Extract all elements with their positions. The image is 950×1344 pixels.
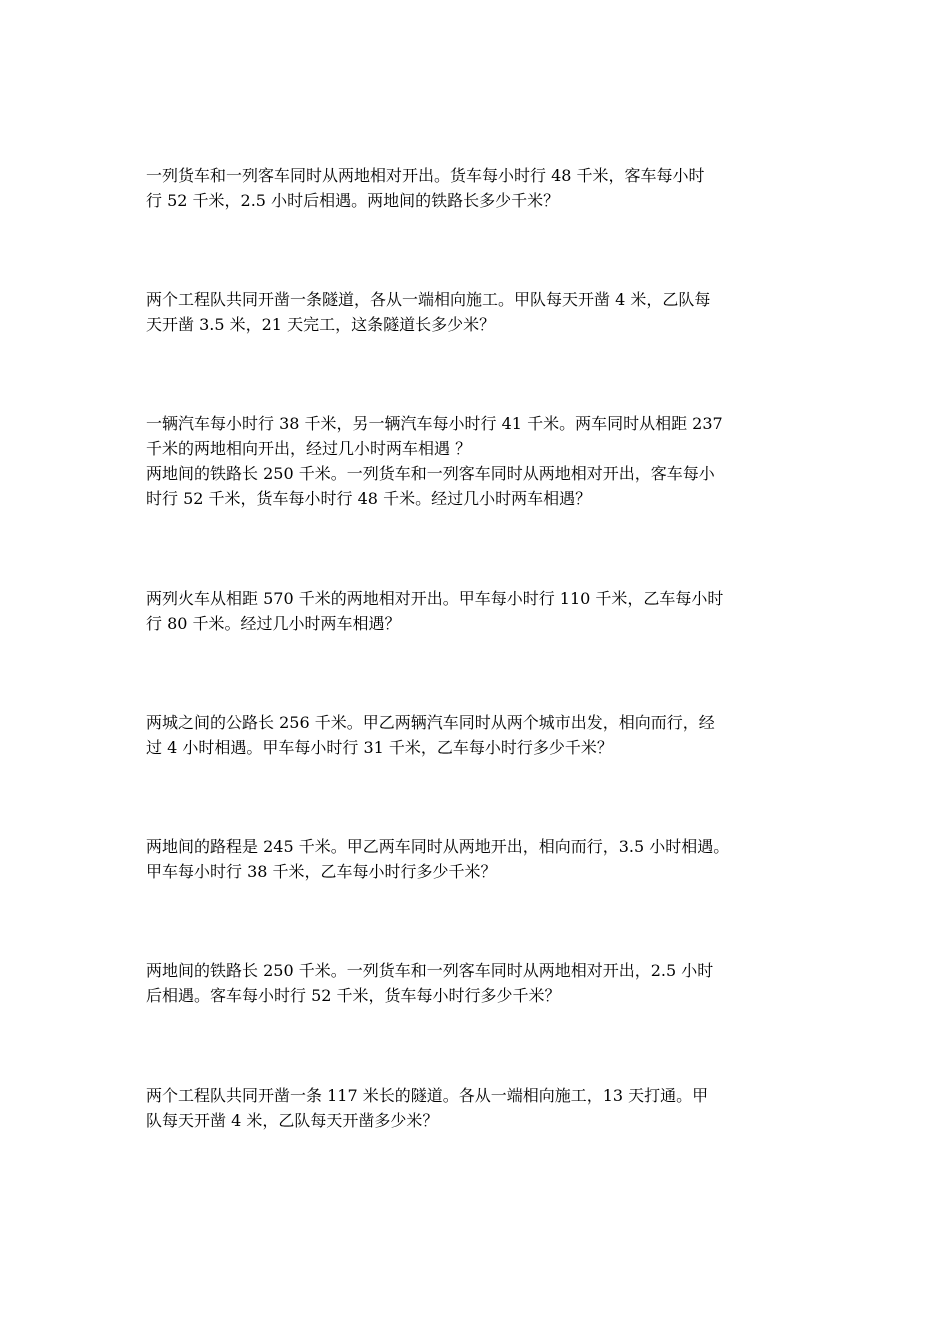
problem-3 (146, 411, 812, 511)
problem-line: 一列货车和一列客车同时从两地相对开出。货车每小时行 48 千米，客车每小时 (146, 166, 705, 185)
problem-line: 后相遇。客车每小时行 52 千米，货车每小时行多少千米？ (146, 986, 561, 1005)
problem-line: 千米的两地相向开出，经过几小时两车相遇 ？ (146, 439, 472, 458)
problem-line: 时行 52 千米，货车每小时行 48 千米。经过几小时两车相遇？ (146, 489, 592, 508)
problem-line: 甲车每小时行 38 千米，乙车每小时行多少千米？ (146, 862, 497, 881)
problem-line: 队每天开凿 4 米，乙队每天开凿多少米？ (146, 1111, 439, 1130)
problem-line: 过 4 小时相遇。甲车每小时行 31 千米，乙车每小时行多少千米？ (146, 738, 613, 757)
problem-line: 两城之间的公路长 256 千米。甲乙两辆汽车同时从两个城市出发，相向而行，经 (146, 713, 715, 732)
problem-6 (146, 834, 812, 884)
problem-5 (146, 710, 812, 760)
problem-8 (146, 1083, 812, 1133)
problem-line: 两列火车从相距 570 千米的两地相对开出。甲车每小时行 110 千米，乙车每小时 (146, 589, 724, 608)
problem-line: 行 80 千米。经过几小时两车相遇？ (146, 614, 401, 633)
problem-2 (146, 287, 812, 337)
problem-7 (146, 958, 812, 1008)
problem-line: 两个工程队共同开凿一条 117 米长的隧道。各从一端相向施工，13 天打通。甲 (146, 1086, 709, 1105)
problem-4 (146, 586, 812, 636)
problem-line: 行 52 千米，2.5 小时后相遇。两地间的铁路长多少千米？ (146, 191, 560, 210)
problem-line: 两地间的铁路长 250 千米。一列货车和一列客车同时从两地相对开出，客车每小 (146, 464, 715, 483)
problem-line: 两个工程队共同开凿一条隧道，各从一端相向施工。甲队每天开凿 4 米，乙队每 (146, 290, 711, 309)
problem-line: 一辆汽车每小时行 38 千米，另一辆汽车每小时行 41 千米。两车同时从相距 237 (146, 414, 723, 433)
problem-1 (146, 163, 812, 213)
problem-line: 两地间的铁路长 250 千米。一列货车和一列客车同时从两地相对开出，2.5 小时 (146, 961, 714, 980)
problem-line: 两地间的路程是 245 千米。甲乙两车同时从两地开出，相向而行，3.5 小时相遇。 (146, 837, 730, 856)
problem-line: 天开凿 3.5 米，21 天完工，这条隧道长多少米？ (146, 315, 496, 334)
